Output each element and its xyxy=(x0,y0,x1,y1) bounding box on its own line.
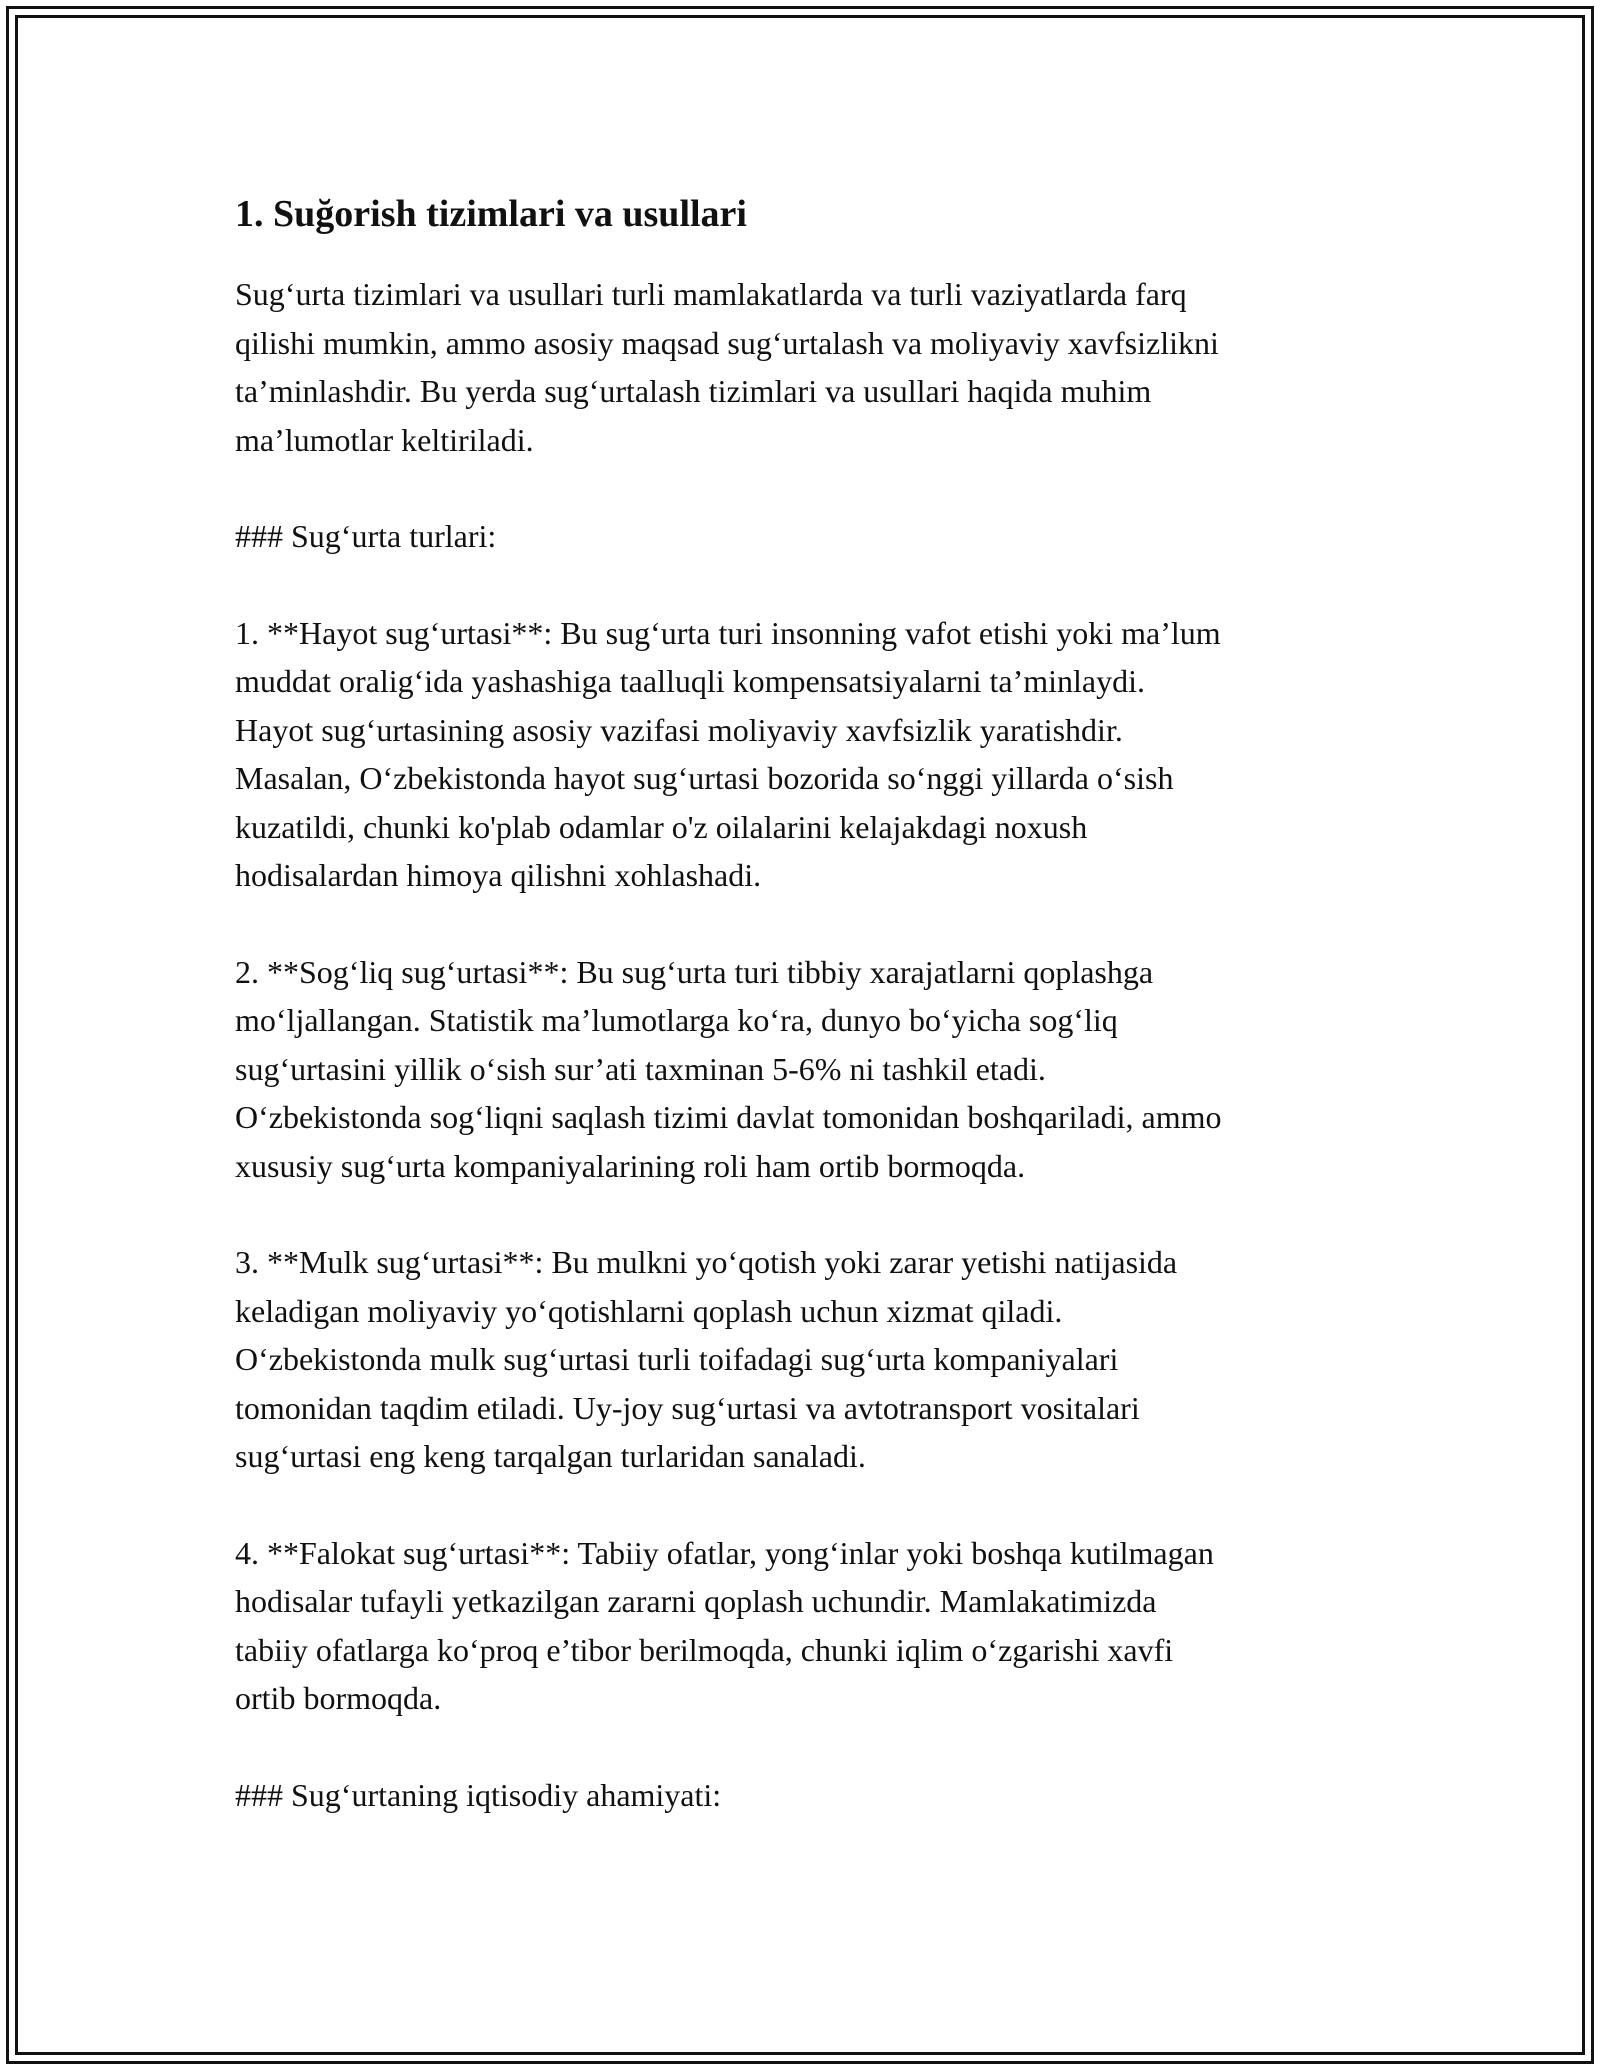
list-item-disaster-insurance: 4. **Falokat sug‘urtasi**: Tabiiy ofatlar, yong‘inlar yoki boshqa kutilmagan hodisalar tufayli yetkazilgan zararni qoplash uchundir. Mamlakatimizda tabiiy ofatlarga ko‘proq e’tibor berilmoqda, chunki iqlim o‘zgarishi xavfi ortib bormoqda. xyxy=(235,1534,1214,1716)
document-body xyxy=(235,186,1385,1867)
list-item-life-insurance: 1. **Hayot sug‘urtasi**: Bu sug‘urta turi insonning vafot etishi yoki ma’lum muddat oralig‘ida yashashiga taalluqli kompensatsiyalarni ta’minlaydi. Hayot sug‘urtasining asosiy vazifasi moliyaviy xavfsizlik yaratishdir. Masalan, O‘zbekistonda hayot sug‘urtasi bozorida so‘nggi yillarda o‘sish kuzatildi, chunki ko'plab odamlar o'z oilalarini kelajakdagi noxush hodisalardan himoya qilishni xohlashadi. xyxy=(235,614,1221,893)
subheading-economic-importance: ### Sug‘urtaning iqtisodiy ahamiyati: xyxy=(235,1776,722,1813)
section-heading: 1. Suğorish tizimlari va usullari xyxy=(235,193,747,235)
intro-paragraph: Sug‘urta tizimlari va usullari turli mamlakatlarda va turli vaziyatlarda farq qilishi mumkin, ammo asosiy maqsad sug‘urtalash va moliyaviy xavfsizlikni ta’minlashdir. Bu yerda sug‘urtalash tizimlari va usullari haqida muhim ma’lumotlar keltiriladi. xyxy=(235,276,1219,458)
list-item-health-insurance: 2. **Sog‘liq sug‘urtasi**: Bu sug‘urta turi tibbiy xarajatlarni qoplashga mo‘ljallangan. Statistik ma’lumotlarga ko‘ra, dunyo bo‘yicha sog‘liq sug‘urtasini yillik o‘sish sur’ati taxminan 5-6% ni tashkil etadi. O‘zbekistonda sog‘liqni saqlash tizimi davlat tomonidan boshqariladi, ammo xususiy sug‘urta kompaniyalarining roli ham ortib bormoqda. xyxy=(235,953,1222,1184)
subheading-insurance-types: ### Sug‘urta turlari: xyxy=(235,518,497,554)
list-item-property-insurance: 3. **Mulk sug‘urtasi**: Bu mulkni yo‘qotish yoki zarar yetishi natijasida keladigan moliyaviy yo‘qotishlarni qoplash uchun xizmat qiladi. O‘zbekistonda mulk sug‘urtasi turli toifadagi sug‘urta kompaniyalari tomonidan taqdim etiladi. Uy-joy sug‘urtasi va avtotransport vositalari sug‘urtasi eng keng tarqalgan turlaridan sanaladi. xyxy=(235,1244,1178,1474)
